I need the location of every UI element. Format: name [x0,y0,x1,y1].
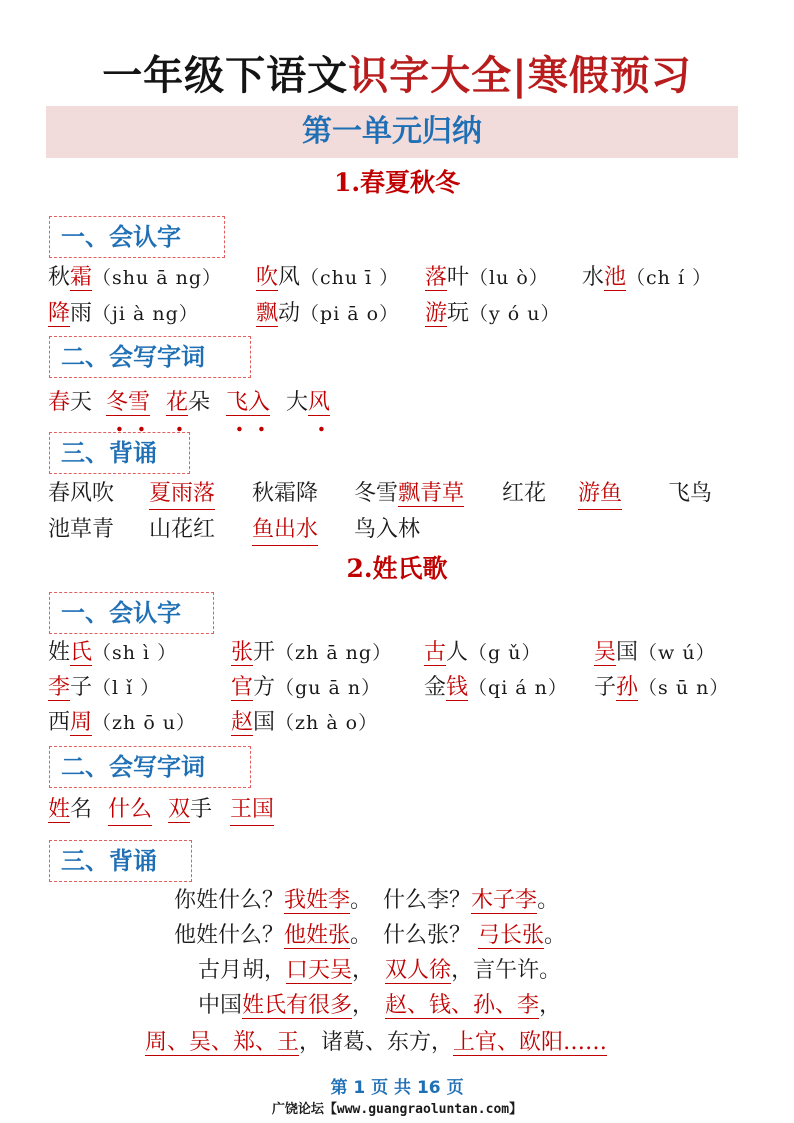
title-black-part: 一年级下语文 [102,53,349,99]
lesson1-recite-row1 [48,479,748,509]
recognize-word: 金钱（qi á n） [424,675,568,700]
recite-phrase: 夏雨落 [149,479,215,510]
recognize-word: 赵国（zh à o） [231,710,379,735]
recognize-word: 降雨（ji à ng） [48,301,199,326]
document-title [0,48,794,104]
lesson2-recite-heading: 三、背诵 [49,840,192,882]
recognize-word: 落叶（lu ò） [425,265,549,290]
recognize-word: 飘动（pi ā o） [256,301,400,326]
recite-phrase: 游鱼 [578,479,622,510]
write-word: 冬雪 [106,390,151,415]
write-word: 春天 [48,390,93,415]
lesson1-recite-row2 [48,515,748,545]
write-word: 王国 [230,795,274,826]
recite-phrase: 红花 [502,481,547,506]
lesson2-recognize-row1 [48,638,748,668]
write-word: 双手 [168,797,213,822]
recognize-word: 李子（l ǐ ） [48,675,161,700]
lesson2-title: 2.姓氏歌 [346,554,448,583]
recite-phrase: 山花红 [149,517,216,542]
lesson1-title: 1.春夏秋冬 [333,168,461,197]
lesson2-recite-line3: 古月胡，口天吴， 双人徐，言午许。 [198,958,562,983]
lesson2-recognize-row2 [48,673,748,703]
write-word: 大风 [286,390,331,415]
write-word: 姓名 [48,797,93,822]
lesson1-write-heading: 二、会写字词 [49,336,251,378]
lesson2-recite-line4: 中国姓氏有很多， 赵、钱、孙、李， [198,993,562,1018]
recognize-word: 水池（ch í ） [582,265,713,290]
recognize-word: 吹风（chu ī ） [256,265,400,290]
write-word: 花朵 [166,390,211,415]
recognize-word: 古人（g ǔ） [424,640,542,665]
recite-phrase: 秋霜降 [252,481,319,506]
title-red-part: 识字大全|寒假预习 [348,53,692,99]
lesson2-write-row [48,795,448,825]
lesson2-recite-line2: 他姓什么？他姓张。 什么张？ 弓长张。 [174,923,567,948]
lesson2-recite-line1: 你姓什么？我姓李。 什么李？木子李。 [174,888,560,913]
lesson2-recognize-row3 [48,708,748,738]
recite-phrase: 鱼出水 [252,515,318,546]
write-word: 什么 [108,795,152,826]
site-footer: 广饶论坛【www.guangraoluntan.com】 [271,1102,523,1117]
recite-phrase: 冬雪飘青草 [354,481,465,506]
recognize-word: 西周（zh ō u） [48,710,197,735]
lesson2-write-heading: 二、会写字词 [49,746,251,788]
page-number: 第 1 页 共 16 页 [330,1078,464,1098]
recognize-word: 官方（gu ā n） [231,675,382,700]
write-word: 飞入 [226,390,271,415]
lesson1-recite-heading: 三、背诵 [49,432,190,474]
recite-phrase: 飞鸟 [668,481,713,506]
recognize-word: 秋霜（shu ā ng） [48,265,223,290]
recognize-word: 张开（zh ā ng） [231,640,393,665]
recite-phrase: 春风吹 [48,481,115,506]
recognize-word: 游玩（y ó u） [425,301,561,326]
recognize-word: 姓氏（sh ì ） [48,640,178,665]
recognize-word: 子孙（s ū n） [594,675,730,700]
recite-phrase: 池草青 [48,517,115,542]
recite-phrase: 鸟入林 [354,517,421,542]
lesson1-recognize-row1 [48,263,748,293]
lesson2-recognize-heading: 一、会认字 [49,592,214,634]
lesson1-recognize-heading: 一、会认字 [49,216,225,258]
unit-banner: 第一单元归纳 [46,106,738,158]
recognize-word: 吴国（w ú） [594,640,716,665]
lesson1-recognize-row2 [48,299,748,329]
lesson2-recite-line5: 周、吴、郑、王，诸葛、东方，上官、欧阳…… [145,1030,608,1055]
lesson1-write-row [48,388,448,418]
